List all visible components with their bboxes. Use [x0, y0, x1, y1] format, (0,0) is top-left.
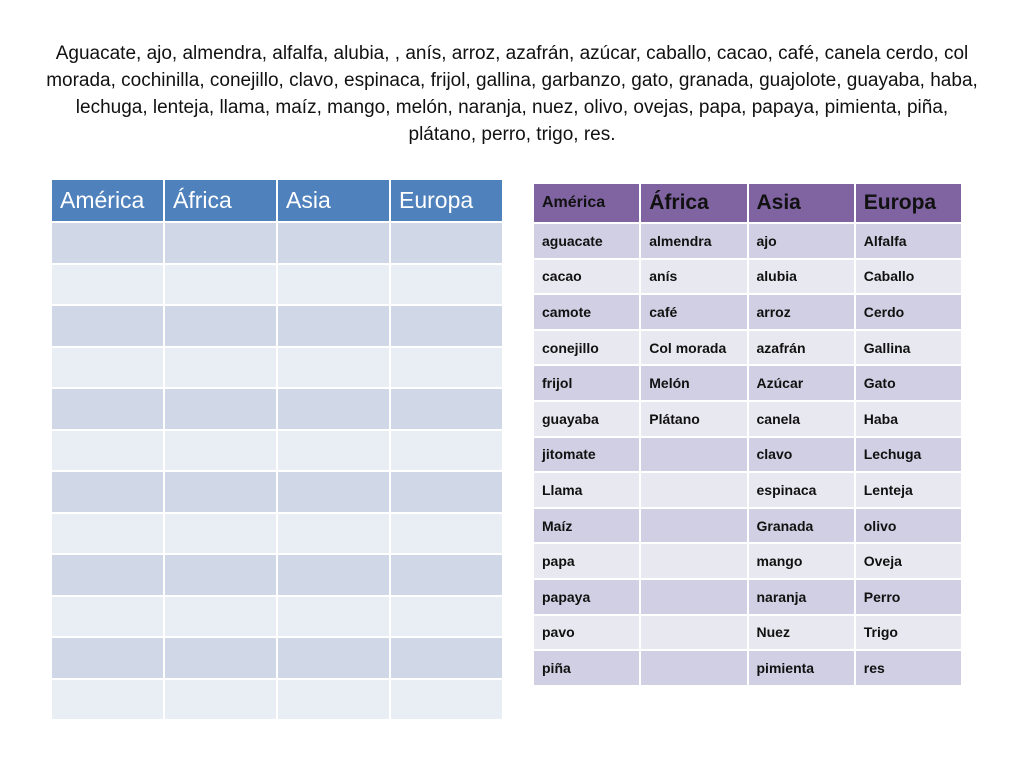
answer-table-cell: Melón [640, 365, 747, 401]
blank-header-america: América [51, 179, 164, 222]
answer-table-row [533, 365, 962, 401]
answer-table-cell: anís [640, 259, 747, 295]
answer-table-row [533, 615, 962, 651]
answer-table-cell: pimienta [748, 650, 855, 686]
blank-table-cell [277, 596, 390, 638]
instructions-text: Aguacate, ajo, almendra, alfalfa, alubia, , anís, arroz, azafrán, azúcar, caballo, cacao, café, canela cerdo, col morada, cochinilla, conejillo, clavo, espinaca, frijol, gallina, garbanzo, gato, granada, guajolote, guayaba, haba, lechuga, lenteja, llama, maíz, mango, melón, naranja, nuez, olivo, ovejas, papa, papaya, pimienta, piña, plátano, perro, trigo, res. [46, 43, 978, 145]
answer-header-africa: África [640, 183, 747, 223]
answer-table-cell: Oveja [855, 543, 962, 579]
blank-table-cell [277, 305, 390, 347]
blank-table-row [51, 222, 503, 264]
answer-table-cell: Lechuga [855, 437, 962, 473]
blank-table-cell [51, 430, 164, 472]
answer-table-cell: Llama [533, 472, 640, 508]
blank-header-europa: Europa [390, 179, 503, 222]
blank-table-cell [164, 264, 277, 306]
answer-header-europa: Europa [855, 183, 962, 223]
blank-table-cell [51, 305, 164, 347]
blank-table-row [51, 347, 503, 389]
answer-table-row [533, 223, 962, 259]
blank-table-header-row [51, 179, 503, 222]
blank-table-row [51, 679, 503, 721]
answer-table-cell: Gallina [855, 330, 962, 366]
blank-table-cell [390, 264, 503, 306]
answer-table-cell: naranja [748, 579, 855, 615]
answer-header-asia: Asia [748, 183, 855, 223]
answer-table-cell [640, 437, 747, 473]
blank-table-cell [51, 347, 164, 389]
answer-table-cell: cacao [533, 259, 640, 295]
answer-table-cell: Plátano [640, 401, 747, 437]
blank-table-cell [164, 430, 277, 472]
blank-table-cell [164, 554, 277, 596]
blank-table-row [51, 305, 503, 347]
blank-table-cell [277, 347, 390, 389]
answer-table-cell: Perro [855, 579, 962, 615]
blank-table-cell [51, 554, 164, 596]
blank-table-cell [51, 513, 164, 555]
answer-table-cell [640, 615, 747, 651]
blank-table-cell [164, 471, 277, 513]
blank-header-africa: África [164, 179, 277, 222]
blank-table-cell [390, 637, 503, 679]
answer-table-cell: Gato [855, 365, 962, 401]
answer-table-row [533, 579, 962, 615]
blank-table-cell [164, 596, 277, 638]
answer-table-cell: azafrán [748, 330, 855, 366]
blank-table-cell [277, 388, 390, 430]
blank-table-cell [51, 222, 164, 264]
answer-table-cell: conejillo [533, 330, 640, 366]
answer-table-cell: Caballo [855, 259, 962, 295]
answer-table-row [533, 543, 962, 579]
blank-table-row [51, 264, 503, 306]
blank-table-cell [390, 513, 503, 555]
blank-table-cell [164, 513, 277, 555]
answer-table-cell: Haba [855, 401, 962, 437]
blank-table-cell [51, 471, 164, 513]
blank-table-cell [277, 679, 390, 721]
answer-table-cell: arroz [748, 294, 855, 330]
blank-table-row [51, 596, 503, 638]
answer-table-cell: pavo [533, 615, 640, 651]
answer-table-cell [640, 650, 747, 686]
answer-table-cell: camote [533, 294, 640, 330]
blank-table-cell [51, 596, 164, 638]
answer-table-cell: canela [748, 401, 855, 437]
blank-table-row [51, 430, 503, 472]
blank-table-cell [164, 347, 277, 389]
blank-table-cell [390, 347, 503, 389]
answer-table-row [533, 650, 962, 686]
answer-table-header-row [533, 183, 962, 223]
blank-table-cell [277, 637, 390, 679]
answer-table-cell [640, 579, 747, 615]
blank-table-cell [390, 430, 503, 472]
answer-table-cell: Alfalfa [855, 223, 962, 259]
answer-table-cell: papa [533, 543, 640, 579]
answer-table-cell: frijol [533, 365, 640, 401]
answer-table-cell: piña [533, 650, 640, 686]
blank-table-cell [164, 305, 277, 347]
blank-table-row [51, 513, 503, 555]
blank-table-cell [51, 264, 164, 306]
answer-table-cell: café [640, 294, 747, 330]
blank-table-cell [51, 679, 164, 721]
answer-table-cell: Cerdo [855, 294, 962, 330]
blank-table-cell [390, 388, 503, 430]
answer-table-row [533, 472, 962, 508]
blank-table-cell [390, 679, 503, 721]
answer-table-cell: Col morada [640, 330, 747, 366]
answer-table-row [533, 508, 962, 544]
blank-table-cell [277, 513, 390, 555]
answer-table-cell: Trigo [855, 615, 962, 651]
blank-table-cell [164, 388, 277, 430]
blank-table-row [51, 471, 503, 513]
answer-table-cell: aguacate [533, 223, 640, 259]
blank-table-cell [390, 222, 503, 264]
answer-table-cell [640, 508, 747, 544]
answer-table-cell: Azúcar [748, 365, 855, 401]
answer-table-cell [640, 472, 747, 508]
blank-table-row [51, 637, 503, 679]
blank-table-row [51, 388, 503, 430]
answer-table-cell: res [855, 650, 962, 686]
blank-table-cell [164, 637, 277, 679]
answer-table-cell: Maíz [533, 508, 640, 544]
answer-classification-table [532, 182, 963, 687]
blank-table-cell [164, 679, 277, 721]
blank-table-cell [51, 637, 164, 679]
answer-table-row [533, 330, 962, 366]
blank-table-cell [390, 471, 503, 513]
answer-table-cell: ajo [748, 223, 855, 259]
answer-table-cell: espinaca [748, 472, 855, 508]
blank-table-cell [277, 222, 390, 264]
blank-table-cell [164, 222, 277, 264]
answer-table-cell: almendra [640, 223, 747, 259]
answer-table-cell [640, 543, 747, 579]
answer-table-cell: papaya [533, 579, 640, 615]
answer-table-row [533, 437, 962, 473]
answer-table-cell: Nuez [748, 615, 855, 651]
blank-table-row [51, 554, 503, 596]
answer-table-cell: clavo [748, 437, 855, 473]
blank-table-cell [390, 554, 503, 596]
answer-table-cell: Granada [748, 508, 855, 544]
answer-table-cell: jitomate [533, 437, 640, 473]
answer-table-row [533, 401, 962, 437]
answer-table-cell: mango [748, 543, 855, 579]
blank-table-cell [277, 430, 390, 472]
answer-header-america: América [533, 183, 640, 223]
blank-header-asia: Asia [277, 179, 390, 222]
answer-table-row [533, 259, 962, 295]
blank-table-cell [390, 596, 503, 638]
answer-table-row [533, 294, 962, 330]
blank-classification-table [50, 178, 504, 721]
blank-table-cell [277, 264, 390, 306]
blank-table-cell [277, 471, 390, 513]
answer-table-cell: alubia [748, 259, 855, 295]
answer-table-cell: Lenteja [855, 472, 962, 508]
answer-table-cell: guayaba [533, 401, 640, 437]
blank-table-cell [390, 305, 503, 347]
blank-table-cell [51, 388, 164, 430]
blank-table-cell [277, 554, 390, 596]
answer-table-cell: olivo [855, 508, 962, 544]
